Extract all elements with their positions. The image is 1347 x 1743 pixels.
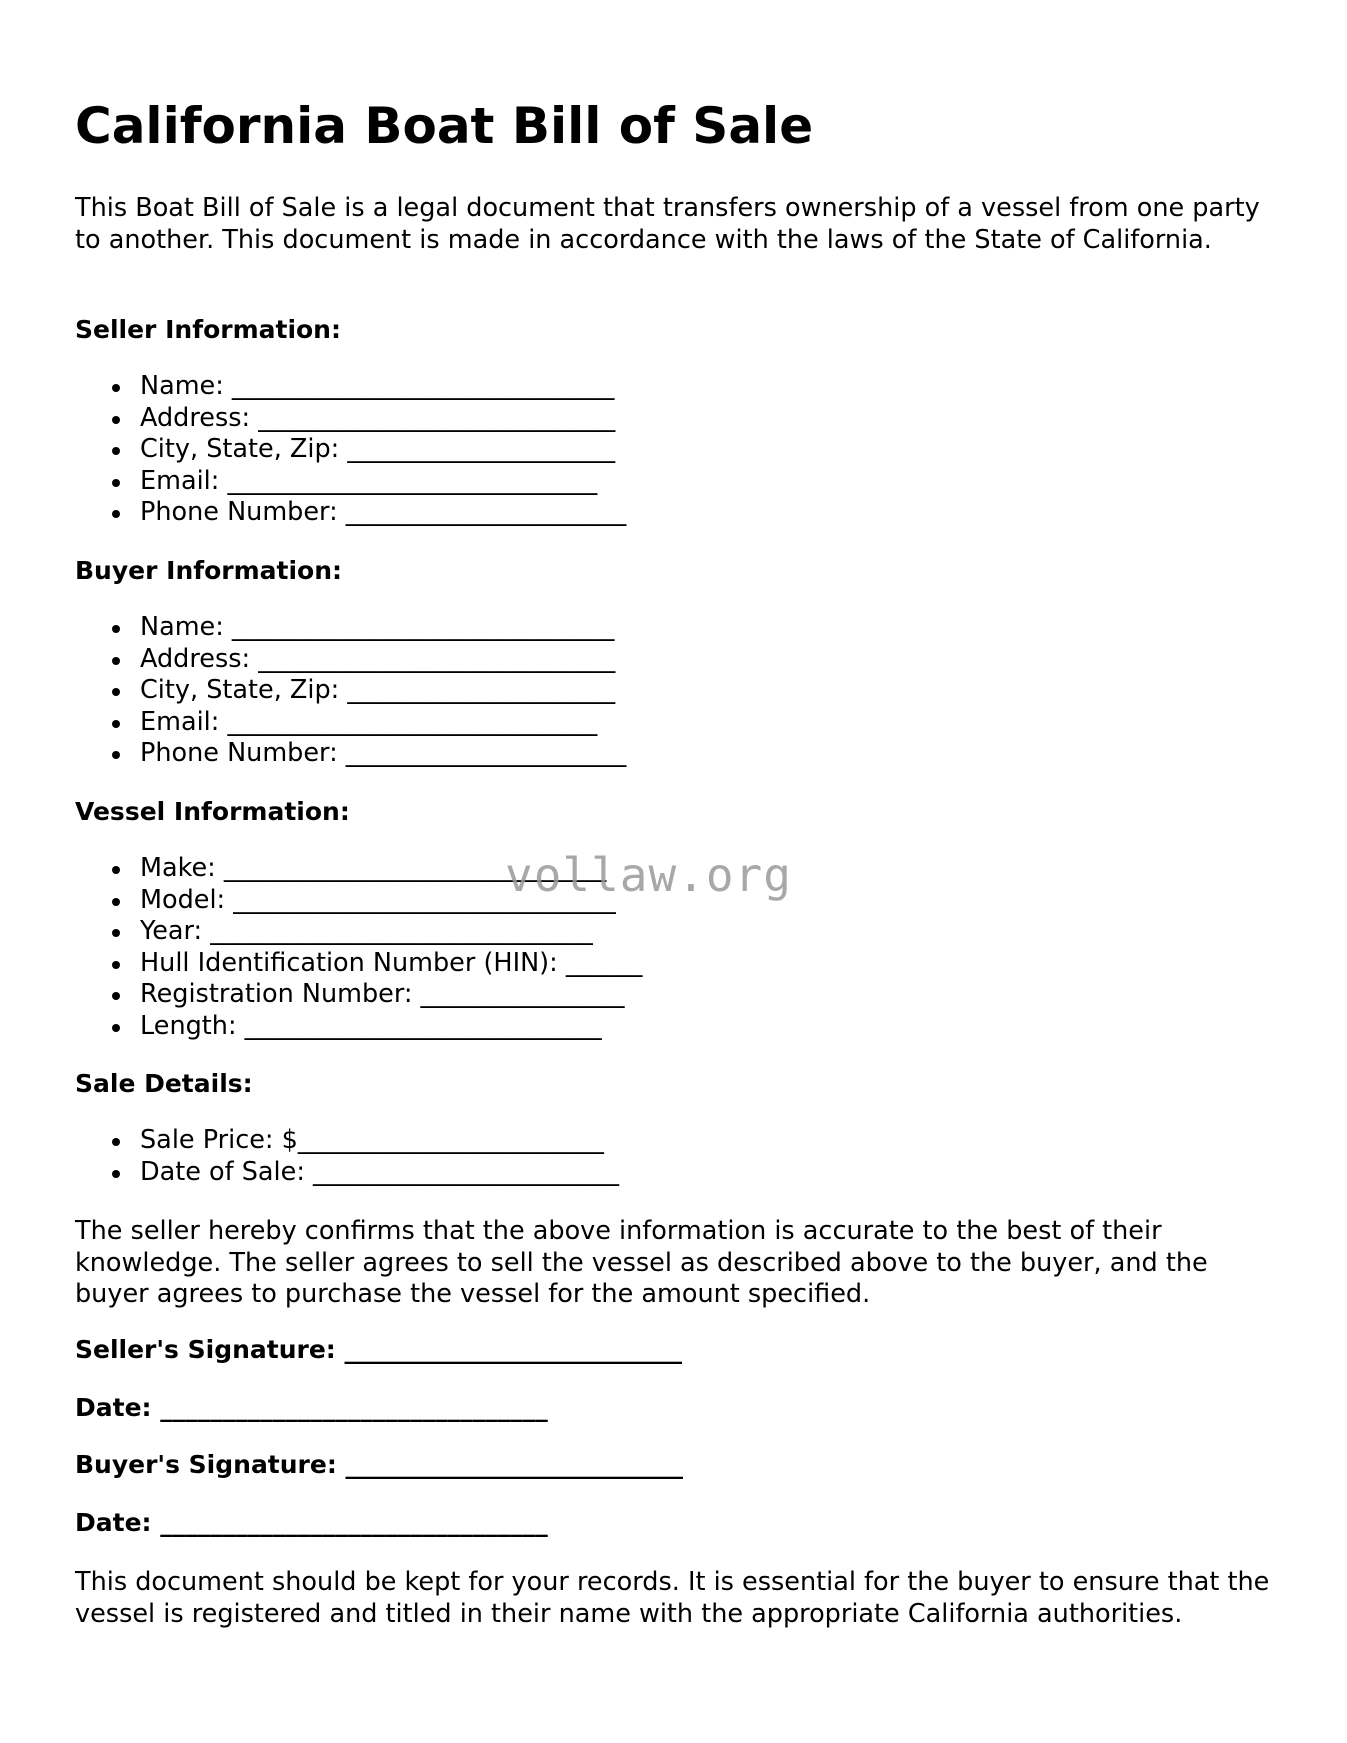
buyer-signature-line: Buyer's Signature: ___________________________	[75, 1450, 684, 1479]
watermark-text: vollaw.org	[505, 848, 792, 902]
vessel-hin-field: Hull Identification Number (HIN): ______	[140, 947, 643, 978]
vessel-model-field: Model: ______________________________	[140, 885, 642, 917]
vessel-registration-field: Registration Number: ________________	[140, 979, 642, 1011]
seller-phone-field: Phone Number: ______________________	[140, 497, 627, 527]
document-title: California Boat Bill of Sale	[75, 97, 814, 155]
seller-email-field: Email: _____________________________	[140, 466, 626, 498]
seller-city-state-zip-field: City, State, Zip: _____________________	[140, 434, 626, 466]
buyer-email-field: Email: _____________________________	[140, 707, 626, 739]
buyer-phone-field: Phone Number: ______________________	[140, 738, 627, 768]
closing-paragraph: This document should be kept for your records. It is essential for the buyer to ensure that the vessel is registered and titled in their name with the appropriate California authorities.	[75, 1567, 1270, 1629]
vessel-length-field: Length: ____________________________	[140, 1011, 642, 1043]
vessel-information-heading: Vessel Information:	[75, 797, 350, 826]
seller-signature-line: Seller's Signature: ___________________________	[75, 1335, 682, 1364]
buyer-name-field: Name: ______________________________	[140, 612, 626, 644]
seller-name-field: Name: ______________________________	[140, 371, 626, 403]
vessel-year-field: Year: ______________________________	[140, 916, 642, 948]
buyer-date-line: Date: _______________________________	[75, 1508, 548, 1537]
sale-details-list	[140, 1125, 619, 1188]
buyer-address-field: Address: ____________________________	[140, 644, 626, 676]
seller-information-heading: Seller Information:	[75, 315, 341, 344]
vessel-make-field: Make: ______________________________	[140, 853, 642, 885]
intro-paragraph: This Boat Bill of Sale is a legal document that transfers ownership of a vessel from one party to another. This document is made in accordance with the laws of the State of California.	[75, 193, 1260, 255]
seller-date-line: Date: _______________________________	[75, 1393, 548, 1422]
buyer-information-heading: Buyer Information:	[75, 556, 343, 585]
sale-date-field: Date of Sale: ________________________	[140, 1156, 620, 1187]
seller-information-list	[140, 371, 626, 529]
buyer-city-state-zip-field: City, State, Zip: _____________________	[140, 675, 626, 707]
seller-address-field: Address: ____________________________	[140, 403, 626, 435]
sale-price-field: Sale Price: $________________________	[140, 1125, 619, 1157]
sale-details-heading: Sale Details:	[75, 1069, 253, 1098]
buyer-information-list	[140, 612, 626, 770]
confirmation-paragraph: The seller hereby confirms that the above information is accurate to the best of their knowledge. The seller agrees to sell the vessel as described above to the buyer, and the buyer agrees to purchase the vessel for the amount specified.	[75, 1216, 1208, 1309]
